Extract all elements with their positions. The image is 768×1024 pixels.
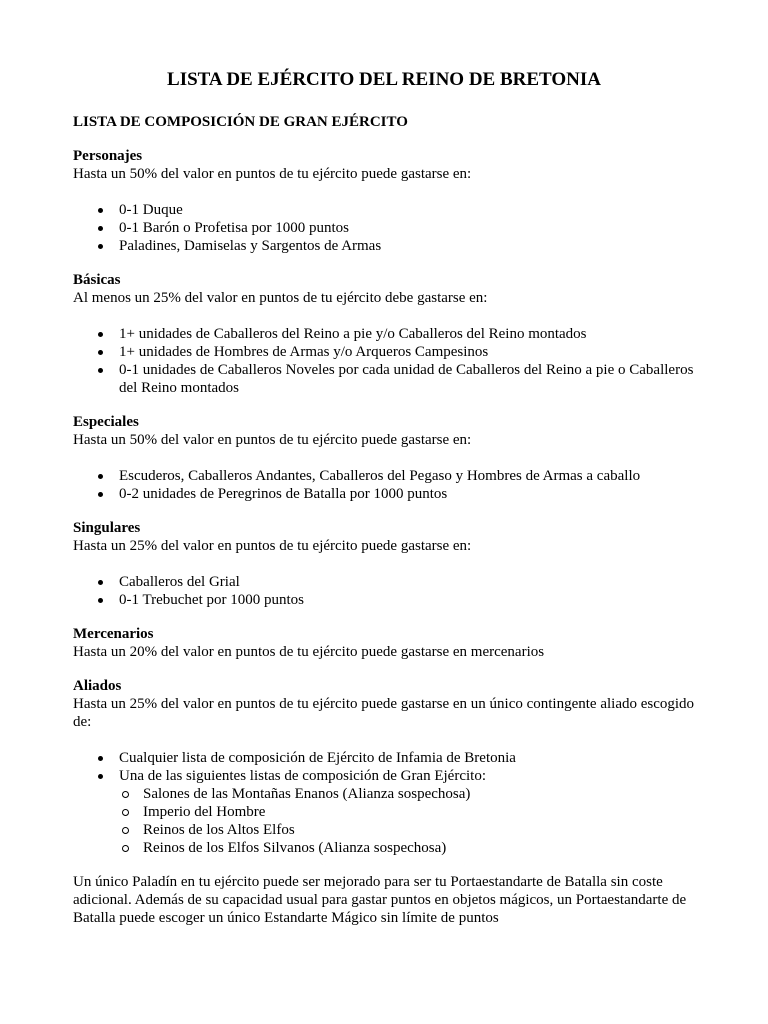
sub-list <box>119 785 703 857</box>
list-item <box>73 485 703 503</box>
section-text: Hasta un 25% del valor en puntos de tu ejército puede gastarse en un único contingente aliado escogido de: <box>73 696 695 730</box>
list-item <box>73 237 703 255</box>
list-item <box>73 201 703 219</box>
list-item <box>73 767 703 857</box>
section-heading: Personajes <box>73 148 143 164</box>
section-text: Hasta un 20% del valor en puntos de tu ejército puede gastarse en mercenarios <box>73 644 545 660</box>
sub-list-item-text: Reinos de los Elfos Silvanos (Alianza sospechosa) <box>143 840 447 856</box>
bullet-icon <box>98 474 103 479</box>
sub-list-item <box>119 839 703 857</box>
sub-list-item <box>119 821 703 839</box>
list-item <box>73 591 703 609</box>
list-item <box>73 343 703 361</box>
section-personajes <box>73 147 703 255</box>
bullet-icon <box>98 226 103 231</box>
sub-list-item <box>119 785 703 803</box>
section-heading: Aliados <box>73 678 122 694</box>
hollow-bullet-icon <box>122 845 129 852</box>
bullet-icon <box>98 332 103 337</box>
list-item-text: Cualquier lista de composición de Ejército de Infamia de Bretonia <box>119 750 516 766</box>
section-aliados <box>73 677 703 857</box>
bullet-list <box>73 467 703 503</box>
list-item-text: 1+ unidades de Caballeros del Reino a pie y/o Caballeros del Reino montados <box>119 326 587 342</box>
section-heading: Mercenarios <box>73 626 154 642</box>
bullet-icon <box>98 580 103 585</box>
hollow-bullet-icon <box>122 827 129 834</box>
sub-list-item-text: Reinos de los Altos Elfos <box>143 822 295 838</box>
section-especiales <box>73 413 703 503</box>
sub-list-item <box>119 803 703 821</box>
section-heading: Singulares <box>73 520 141 536</box>
bullet-list <box>73 325 703 397</box>
list-item-text: Escuderos, Caballeros Andantes, Caballeros del Pegaso y Hombres de Armas a caballo <box>119 468 641 484</box>
bullet-icon <box>98 208 103 213</box>
section-heading: Básicas <box>73 272 121 288</box>
list-item <box>73 573 703 591</box>
list-item <box>73 325 703 343</box>
list-item-text: 0-1 Barón o Profetisa por 1000 puntos <box>119 220 349 236</box>
section-basicas <box>73 271 703 397</box>
list-item <box>73 361 703 397</box>
list-item-text: Caballeros del Grial <box>119 574 240 590</box>
bullet-icon <box>98 774 103 779</box>
section-text: Al menos un 25% del valor en puntos de tu ejército debe gastarse en: <box>73 290 488 306</box>
section-heading: Especiales <box>73 414 139 430</box>
list-item-text: Paladines, Damiselas y Sargentos de Armas <box>119 238 382 254</box>
section-text: Hasta un 50% del valor en puntos de tu ejército puede gastarse en: <box>73 166 472 182</box>
section-mercenarios <box>73 625 703 661</box>
list-item-text: 0-1 unidades de Caballeros Noveles por cada unidad de Caballeros del Reino a pie o Caballeros del Reino montados <box>119 362 694 396</box>
section-text: Hasta un 25% del valor en puntos de tu ejército puede gastarse en: <box>73 538 472 554</box>
bullet-list <box>73 201 703 255</box>
bullet-icon <box>98 244 103 249</box>
bullet-icon <box>98 368 103 373</box>
list-item <box>73 219 703 237</box>
bullet-icon <box>98 492 103 497</box>
list-item-text: 0-1 Trebuchet por 1000 puntos <box>119 592 304 608</box>
composition-subtitle: LISTA DE COMPOSICIÓN DE GRAN EJÉRCITO <box>73 114 408 130</box>
bullet-icon <box>98 350 103 355</box>
hollow-bullet-icon <box>122 809 129 816</box>
list-item-text: Una de las siguientes listas de composición de Gran Ejército: <box>119 768 486 784</box>
final-paragraph: Un único Paladín en tu ejército puede ser mejorado para ser tu Portaestandarte de Batalla sin coste adicional. Además de su capacidad usual para gastar puntos en objetos mágicos, un Portaestandarte de Batalla puede escoger un único Estandarte Mágico sin límite de puntos <box>73 874 687 926</box>
list-item <box>73 749 703 767</box>
sub-list-item-text: Salones de las Montañas Enanos (Alianza sospechosa) <box>143 786 471 802</box>
document-title: LISTA DE EJÉRCITO DEL REINO DE BRETONIA <box>167 69 601 90</box>
list-item-text: 0-2 unidades de Peregrinos de Batalla por 1000 puntos <box>119 486 448 502</box>
list-item <box>73 467 703 485</box>
list-item-text: 1+ unidades de Hombres de Armas y/o Arqueros Campesinos <box>119 344 489 360</box>
bullet-icon <box>98 756 103 761</box>
hollow-bullet-icon <box>122 791 129 798</box>
bullet-list <box>73 749 703 857</box>
bullet-icon <box>98 598 103 603</box>
sub-list-item-text: Imperio del Hombre <box>143 804 266 820</box>
section-singulares <box>73 519 703 609</box>
bullet-list <box>73 573 703 609</box>
list-item-text: 0-1 Duque <box>119 202 183 218</box>
document-body <box>73 113 703 927</box>
section-text: Hasta un 50% del valor en puntos de tu ejército puede gastarse en: <box>73 432 472 448</box>
